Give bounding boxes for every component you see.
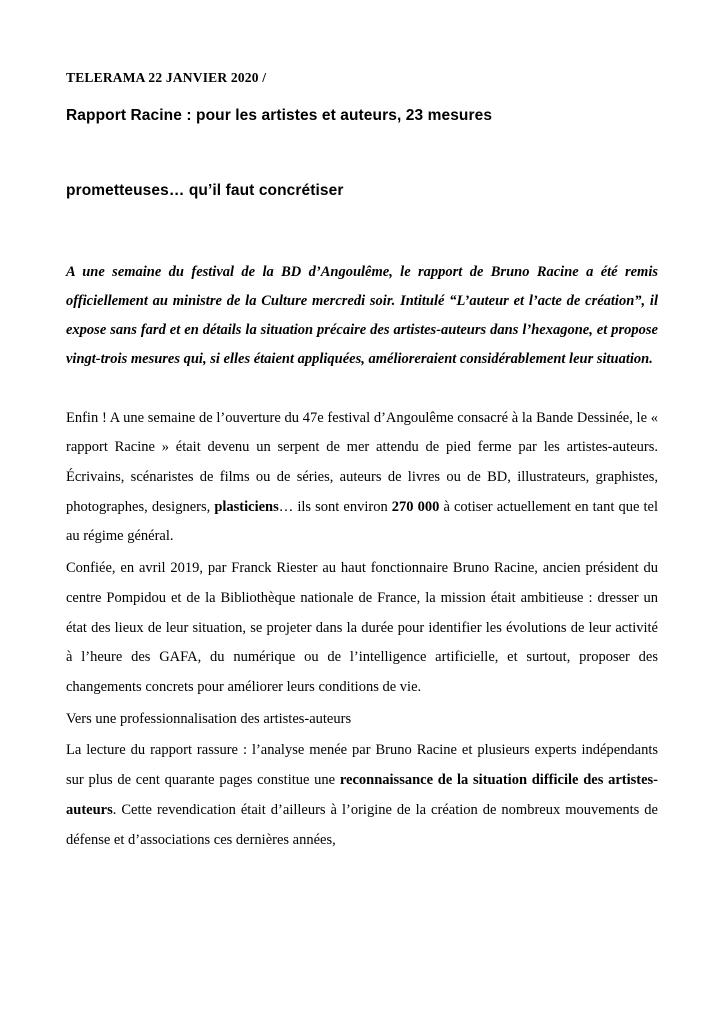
paragraph-text: Confiée, en avril 2019, par Franck Riester au haut fonctionnaire Bruno Racine, ancien président du centre Pompidou et de la Bibliothèque nationale de France, la mission était ambitieuse : dresser un état des lieux de leur situation, se projeter dans la durée pour identifier les évolutions de leur activité à l’heure des GAFA, du numérique ou de l’intelligence artificielle, et surtout, proposer des changements concrets pour améliorer leurs conditions de vie.: [66, 560, 658, 695]
source-line: TELERAMA 22 JANVIER 2020 /: [66, 70, 267, 85]
body-paragraph: [66, 404, 658, 553]
paragraph-text: à cotiser actuellement en tant que tel au régime général.: [66, 498, 658, 545]
body-paragraph: [66, 736, 658, 855]
emphasis-text: reconnaissance de la situation difficile des artistes-auteurs: [66, 772, 658, 818]
paragraph-text: La lecture du rapport rassure : l’analyse menée par Bruno Racine et plusieurs experts indépendants sur plus de cent quarante pages constitue une: [66, 742, 658, 789]
article-body: [66, 404, 658, 856]
body-paragraph: [66, 705, 658, 735]
paragraph-text: Vers une professionnalisation des artistes-auteurs: [66, 710, 352, 727]
paragraph-text: Enfin ! A une semaine de l’ouverture du 47e festival d’Angoulême consacré à la Bande Dessinée, le « rapport Racine » était devenu un serpent de mer attendu de pied ferme par les artistes-auteurs. Écrivains, scénaristes de films ou de séries, auteurs de livres ou de BD, illustrateurs, graphistes, photographes, designers,: [66, 409, 658, 515]
body-paragraph: [66, 554, 658, 703]
page-title: Rapport Racine : pour les artistes et auteurs, 23 mesures: [66, 107, 493, 124]
standfirst: A une semaine du festival de la BD d’Angoulême, le rapport de Bruno Racine a été remis officiellement au ministre de la Culture mercredi soir. Intitulé “L’auteur et l’acte de création”, il expose sans fard et en détails la situation précaire des artistes-auteurs dans l’hexagone, et propose vingt-trois mesures qui, si elles étaient appliquées, amélioreraient considérablement leur situation.: [66, 263, 658, 367]
page-subtitle: prometteuses… qu’il faut concrétiser: [66, 182, 344, 200]
paragraph-text: . Cette revendication était d’ailleurs à l’origine de la création de nombreux mouvements de défense et d’associations ces dernières années,: [66, 801, 658, 848]
emphasis-text: plasticiens: [214, 498, 279, 515]
paragraph-text: … ils sont environ: [278, 498, 392, 515]
emphasis-text: 270 000: [391, 498, 440, 515]
